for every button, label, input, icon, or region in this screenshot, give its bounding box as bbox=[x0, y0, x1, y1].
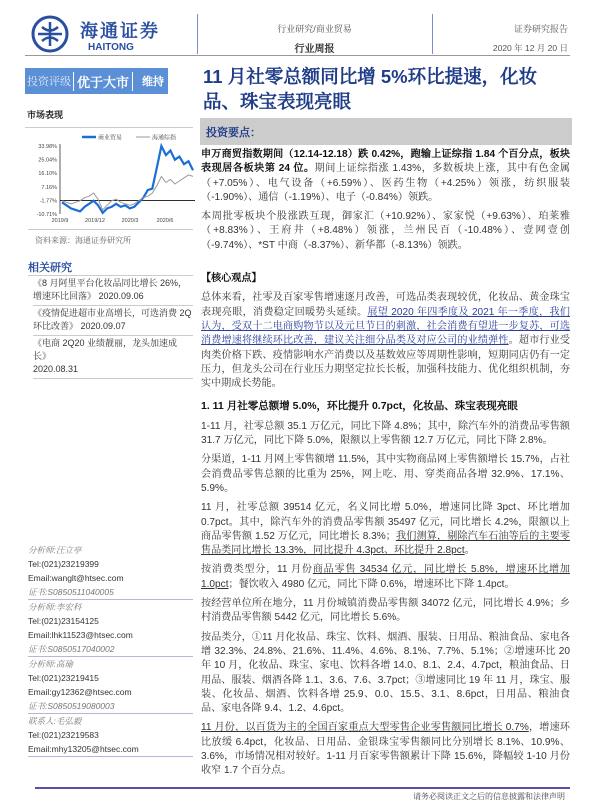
paragraph: 分渠道，1-11 月网上零售额增 11.5%，其中实物商品网上零售额增长 15.7%，占社会消费品零售总额的比重为 25%，网上吃、用、穿类商品各增 32.9%、17.1%、5.9%。 bbox=[201, 454, 570, 494]
analyst-email[interactable]: Email:lhk11523@htsec.com bbox=[28, 630, 133, 640]
page-title: 11 月社零总额同比增 5%环比提速，化妆品、珠宝表现亮眼 bbox=[203, 66, 538, 112]
report-type: 行业周报 bbox=[294, 44, 335, 55]
logo-en: HAITONG bbox=[88, 42, 134, 53]
y-tick-label: 16.10% bbox=[38, 171, 57, 178]
analyst-list: 分析师:汪立亭 Tel:(021)23219399 Email:wanglt@htsec.com 证书:S0850511040005 分析师:李宏科 Tel:(021)23154125 Email:lhk11523@htsec.com 证书:S0850517040002 分析师:高瑜 Tel:(021)23219415 Email:gy12362@htsec.com 证书:S0850519080003 联系人:毛弘毅 Tel:(021)23219583 Email:mhy13205@htsec.com bbox=[28, 543, 193, 757]
paragraph: 申万商贸指数期间（12.14-12.18）跌 0.42%，跑输上证综指 1.84 个百分点，板块表现居各板块第 24 位。期间上证综指涨 1.43%，多数板块上涨，其中有色金属（+7.05%）、电气设备（+6.59%）、医药生物（+4.25%）领涨，纺织服装（-1.90%）、通信（-1.19%）、电子（-0.84%）领跌。 bbox=[201, 149, 570, 203]
footer-divider bbox=[35, 787, 570, 789]
footer-disclaimer: 请务必阅读正文之后的信息披露和法律声明 bbox=[413, 792, 565, 801]
divider bbox=[28, 229, 193, 230]
analyst-email[interactable]: Email:gy12362@htsec.com bbox=[28, 687, 132, 697]
paragraph: 本周批零板块个股涨跌互现，御家汇（+10.92%）、家家悦（+9.63%）、珀莱雅（+8.83%）、王府井（+8.48%）领涨，兰州民百（-10.48%）、壹网壹创（-9.74%）、*ST 中商（-8.37%）、新华都（-8.13%）领跌。 bbox=[201, 211, 570, 251]
y-tick-label: 25.04% bbox=[38, 157, 57, 164]
y-tick-label: 33.98% bbox=[38, 144, 57, 150]
rating-value: 优于大市 bbox=[73, 72, 133, 91]
rating-label: 投资评级 bbox=[27, 76, 71, 88]
report-category: 行业研究/商业贸易 bbox=[277, 24, 352, 34]
y-tick-label: -1.77% bbox=[39, 198, 57, 205]
rating-box bbox=[25, 68, 168, 94]
section-heading: 1. 11 月社零总额增 5.0%，环比提升 0.7pct，化妆品、珠宝表现亮眼 bbox=[201, 400, 518, 413]
haitong-logo-icon bbox=[30, 14, 70, 54]
legend-label: 商业贸易 bbox=[98, 135, 123, 142]
market-label: 市场表现 bbox=[27, 110, 64, 120]
paragraph: 按经营单位所在地分，11 月份城镇消费品零售额 34072 亿元，同比增长 4.9%；乡村消费品零售额 5442 亿元，同比增长 5.6%。 bbox=[201, 598, 570, 624]
paragraph: 11 月份，以百货为主的全国百家重点大型零售企业零售额同比增长 0.7%，增速环比放缓 6.4pct，化妆品、日用品、金银珠宝零售额同比分别增长 8.1%、10.9%、3.6%，市场情况相对较好。1-11 月百家零售额累计下降 15.6%，降幅较 1-10 月份收窄 1.7 个百分点。 bbox=[201, 722, 570, 777]
related-label: 相关研究 bbox=[28, 262, 72, 274]
paragraph: 1-11 月，社零总额 35.1 万亿元，同比下降 4.8%；其中，除汽车外的消费品零售额 31.7 万亿元，同比下降 5.0%，限额以上零售额 12.7 万亿元，同比下降 2.8%。 bbox=[201, 420, 570, 447]
x-tick-label: 2019/12 bbox=[85, 218, 105, 224]
divider bbox=[25, 127, 193, 128]
analyst-email[interactable]: Email:wanglt@htsec.com bbox=[28, 573, 124, 583]
market-chart bbox=[20, 132, 200, 228]
paragraph: 11 月，社零总额 39514 亿元，名义同比增 5.0%，增速同比降 3pct、环比增加 0.7pct。其中，除汽车外的消费品零售额 35497 亿元，同比增长 4.2%，限额以上商品零售额 1.52 万亿元，同比增长 8.3%；我们测算，剔除汽车石油等后的主要零售品类同比增长 13.3%，同比提升 4.3pct、环比提升 2.8pct。 bbox=[201, 502, 570, 557]
main-content bbox=[200, 64, 572, 784]
logo bbox=[30, 14, 70, 54]
chart-source: 资料来源：海通证券研究所 bbox=[35, 236, 131, 245]
report-date: 2020 年 12 月 20 日 bbox=[492, 43, 568, 53]
rating-status: 维持 bbox=[142, 76, 164, 88]
legend-label: 海通综指 bbox=[152, 135, 177, 142]
y-tick-label: -10.71% bbox=[36, 212, 57, 218]
paragraph: 按消费类型分，11 月份商品零售 34534 亿元，同比增长 5.8%，增速环比增加 1.0pct；餐饮收入 4980 亿元，同比下降 0.6%，增速环比下降 1.4pct。 bbox=[201, 564, 570, 590]
key-points-header: 投资要点： bbox=[200, 118, 572, 145]
divider bbox=[432, 14, 433, 54]
analyst-email[interactable]: Email:mhy13205@htsec.com bbox=[28, 742, 193, 757]
y-tick-label: 7.16% bbox=[41, 184, 57, 191]
logo-cn: 海通证券 bbox=[80, 21, 160, 42]
series-line-trade bbox=[62, 146, 193, 213]
x-tick-label: 2020/6 bbox=[156, 218, 174, 224]
x-tick-label: 2020/3 bbox=[121, 218, 139, 224]
related-item[interactable]: 《8 月阿里平台化妆品同比增长 26%，增速环比回落》 2020.09.06 bbox=[33, 276, 193, 306]
related-list bbox=[33, 276, 193, 379]
related-item[interactable]: 《电商 2Q20 业绩靓丽，龙头加速成长》 2020.08.31 bbox=[33, 336, 193, 379]
core-label: 【核心观点】 bbox=[201, 273, 262, 285]
header-divider bbox=[25, 55, 570, 56]
related-item[interactable]: 《疫情促进超市业高增长，可选消费 2Q 环比改善》 2020.09.07 bbox=[33, 306, 193, 336]
paragraph: 总体来看，社零及百家零售增速逐月改善，可选品类表现较优，化妆品、黄金珠宝表现亮眼，消费稳定回暖势头延续。展望 2020 年四季度及 2021 年一季度，我们认为，受双十二电商购物节以及元旦节日的刺激，社会消费有望进一步复苏，可选消费增速将继续环比改善，建议关注细分品类及对应公司的业绩弹性。超市行业受肉类价格下跌、疫情影响水产消费以及基数效应等周期性影响，短期同店仍有一定压力，但龙头公司在行业压力期坚定拉长长板，加强科技能力、优化组织机制，夯实中期成长势能。 bbox=[201, 292, 571, 390]
report-series: 证券研究报告 bbox=[513, 24, 568, 34]
x-tick-label: 2019/9 bbox=[51, 218, 69, 224]
paragraph: 按品类分，①11 月化妆品、珠宝、饮料、烟酒、服装、日用品、粮油食品、家电各增 32.3%、24.8%、21.6%、11.4%、4.6%、8.1%、7.7%、5.1%；②增速环比 20 年 10 月，化妆品、珠宝、家电、饮料各增 14.0、8.1、2.4、4.7pct，粮油食品、日用品、服装、烟酒各降 1.1、3.6、7.6、3.7pct；③增速同比 19 年 11 月，珠宝、服装、化妆品、烟酒、饮料各增 25.9、0.0、15.5、3.1、8.6pct，日用品、粮油食品、家电各降 9.4、1.2、4.6pct。 bbox=[201, 631, 570, 715]
series-line-index bbox=[62, 175, 193, 210]
